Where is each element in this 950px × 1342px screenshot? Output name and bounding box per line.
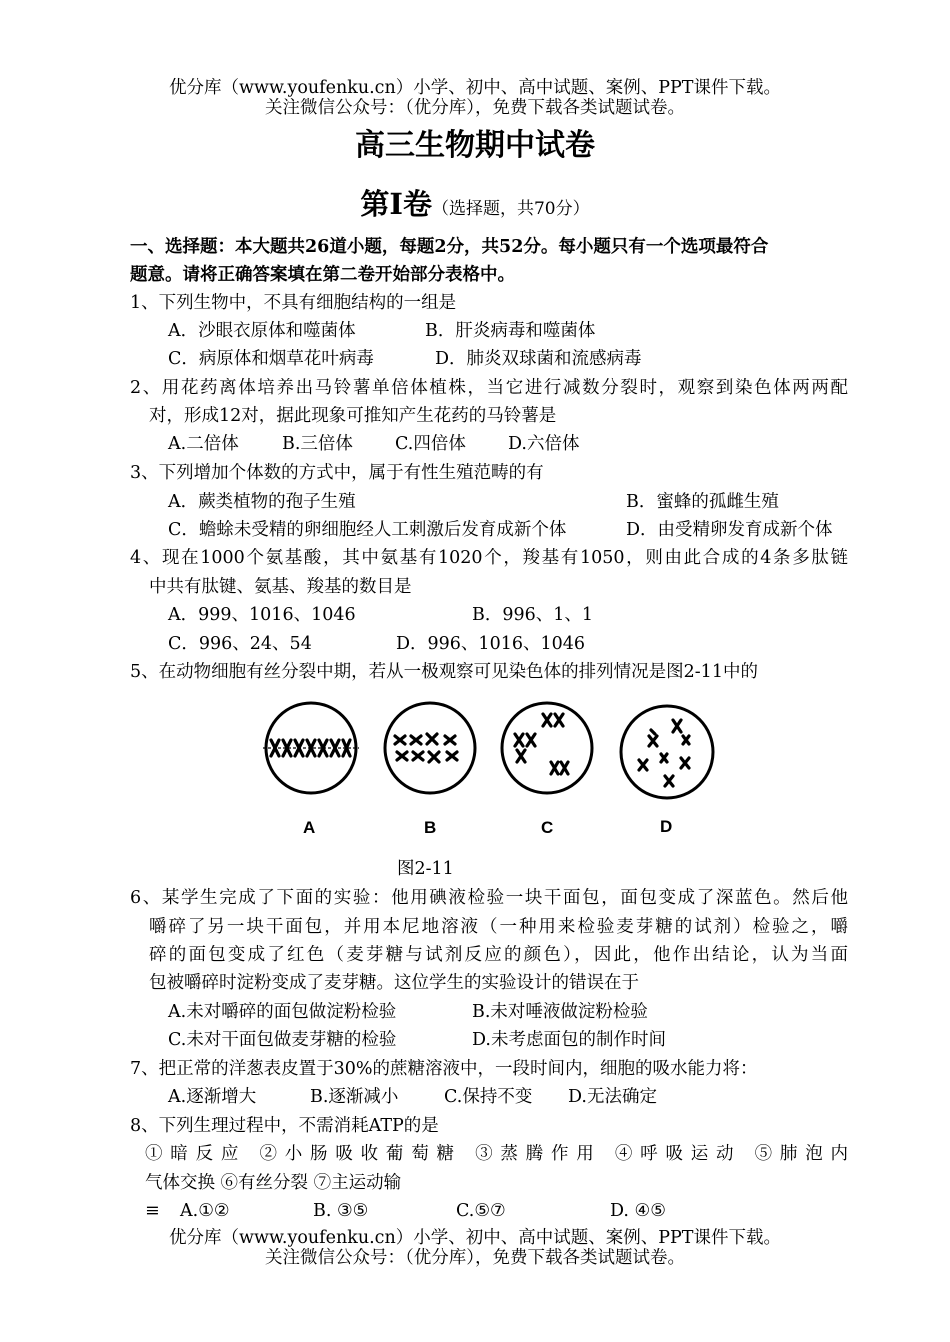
part-heading [0, 186, 950, 227]
q8-stem: 8、下列生理过程中，不需消耗ATP的是 [130, 1116, 439, 1136]
q1-stem: 1、下列生物中，不具有细胞结构的一组是 [130, 293, 457, 313]
q4-option-d: D．996、1016、1046 [396, 634, 586, 654]
q2-option-a: A.二倍体 [168, 434, 239, 454]
q2-stem-1: 2、用花药离体培养出马铃薯单倍体植株，当它进行减数分裂时，观察到染色体两两配 [130, 378, 848, 398]
q4-option-c: C．996、24、54 [168, 634, 312, 654]
figure-label-c: C [541, 818, 554, 837]
q1-option-c: C．病原体和烟草花叶病毒 [168, 349, 374, 369]
q6-option-b: B.未对唾液做淀粉检验 [472, 1002, 648, 1022]
q3-option-d: D．由受精卵发育成新个体 [626, 520, 833, 540]
q7-option-b: B.逐渐减小 [310, 1087, 399, 1107]
figure-label-d: D [660, 817, 673, 836]
q8-items-1: ①暗反应 ②小肠吸收葡萄糖 ③蒸腾作用 ④呼吸运动 ⑤肺泡内 [145, 1144, 848, 1164]
q7-option-c: C.保持不变 [444, 1087, 533, 1107]
q8-option-c: C.⑤⑦ [456, 1201, 506, 1221]
q3-option-a: A．蕨类植物的孢子生殖 [168, 492, 356, 512]
cell-b [385, 703, 475, 793]
q8-mark: ≡ [145, 1201, 160, 1221]
q6-option-c: C.未对干面包做麦芽糖的检验 [168, 1030, 397, 1050]
q3-stem: 3、下列增加个体数的方式中，属于有性生殖范畴的有 [130, 463, 544, 483]
q6-line-3: 碎的面包变成了红色（麦芽糖与试剂反应的颜色），因此，他作出结论，认为当面 [149, 945, 848, 965]
cell-d [621, 706, 713, 798]
q8-option-d: D. ④⑤ [610, 1201, 666, 1221]
q4-option-b: B．996、1、1 [472, 605, 594, 625]
q6-line-1: 6、某学生完成了下面的实验：他用碘液检验一块干面包，面包变成了深蓝色。然后他 [130, 888, 848, 908]
section-instruction-2: 题意。请将正确答案填在第二卷开始部分表格中。 [130, 265, 515, 285]
q6-option-d: D.未考虑面包的制作时间 [472, 1030, 666, 1050]
cell-a [263, 703, 359, 793]
q6-option-a: A.未对嚼碎的面包做淀粉检验 [168, 1002, 397, 1022]
q1-option-d: D．肺炎双球菌和流感病毒 [435, 349, 642, 369]
part-note: （选择题，共70分） [431, 199, 590, 219]
cell-c [502, 703, 592, 793]
page-title: 高三生物期中试卷 [355, 128, 595, 163]
q2-option-d: D.六倍体 [508, 434, 580, 454]
q2-stem-2: 对，形成12对，据此现象可推知产生花药的马铃薯是 [149, 406, 557, 426]
chromosome-figure [255, 700, 725, 810]
footer-line-1: 优分库（www.youfenku.cn）小学、初中、高中试题、案例、PPT课件下载。 [169, 1228, 781, 1248]
q8-option-a: A.①② [180, 1201, 230, 1221]
q4-stem-1: 4、现在1000个氨基酸，其中氨基有1020个，羧基有1050，则由此合成的4条多肽链 [130, 548, 848, 568]
q3-option-b: B．蜜蜂的孤雌生殖 [626, 492, 779, 512]
q3-option-c: C．蟾蜍未受精的卵细胞经人工刺激后发育成新个体 [168, 520, 567, 540]
part-title: 第Ⅰ卷 [360, 187, 432, 221]
header-line-2: 关注微信公众号：（优分库），免费下载各类试题试卷。 [265, 98, 685, 118]
header-line-1: 优分库（www.youfenku.cn）小学、初中、高中试题、案例、PPT课件下载。 [169, 78, 781, 98]
q1-option-a: A．沙眼衣原体和噬菌体 [168, 321, 356, 341]
q4-option-a: A．999、1016、1046 [168, 605, 356, 625]
q8-option-b: B. ③⑤ [313, 1201, 369, 1221]
q7-option-d: D.无法确定 [568, 1087, 657, 1107]
q2-option-c: C.四倍体 [395, 434, 466, 454]
section-instruction-1: 一、选择题：本大题共26道小题，每题2分，共52分。每小题只有一个选项最符合 [130, 237, 769, 257]
q6-line-4: 包被嚼碎时淀粉变成了麦芽糖。这位学生的实验设计的错误在于 [149, 973, 639, 993]
q6-line-2: 嚼碎了另一块干面包，并用本尼地溶液（一种用来检验麦芽糖的试剂）检验之，嚼 [149, 917, 848, 937]
q1-option-b: B．肝炎病毒和噬菌体 [425, 321, 596, 341]
q8-items-2: 气体交换 ⑥有丝分裂 ⑦主运动输 [145, 1173, 402, 1193]
q4-stem-2: 中共有肽键、氨基、羧基的数目是 [149, 577, 412, 597]
figure-label-b: B [424, 818, 437, 837]
q2-option-b: B.三倍体 [282, 434, 353, 454]
figure-caption: 图2-11 [397, 859, 454, 879]
footer-line-2: 关注微信公众号：（优分库），免费下载各类试题试卷。 [265, 1248, 685, 1268]
q5-stem: 5、在动物细胞有丝分裂中期，若从一极观察可见染色体的排列情况是图2-11中的 [130, 662, 758, 682]
figure-label-a: A [303, 818, 316, 837]
q7-stem: 7、把正常的洋葱表皮置于30%的蔗糖溶液中，一段时间内，细胞的吸水能力将： [130, 1059, 758, 1079]
q7-option-a: A.逐渐增大 [168, 1087, 257, 1107]
